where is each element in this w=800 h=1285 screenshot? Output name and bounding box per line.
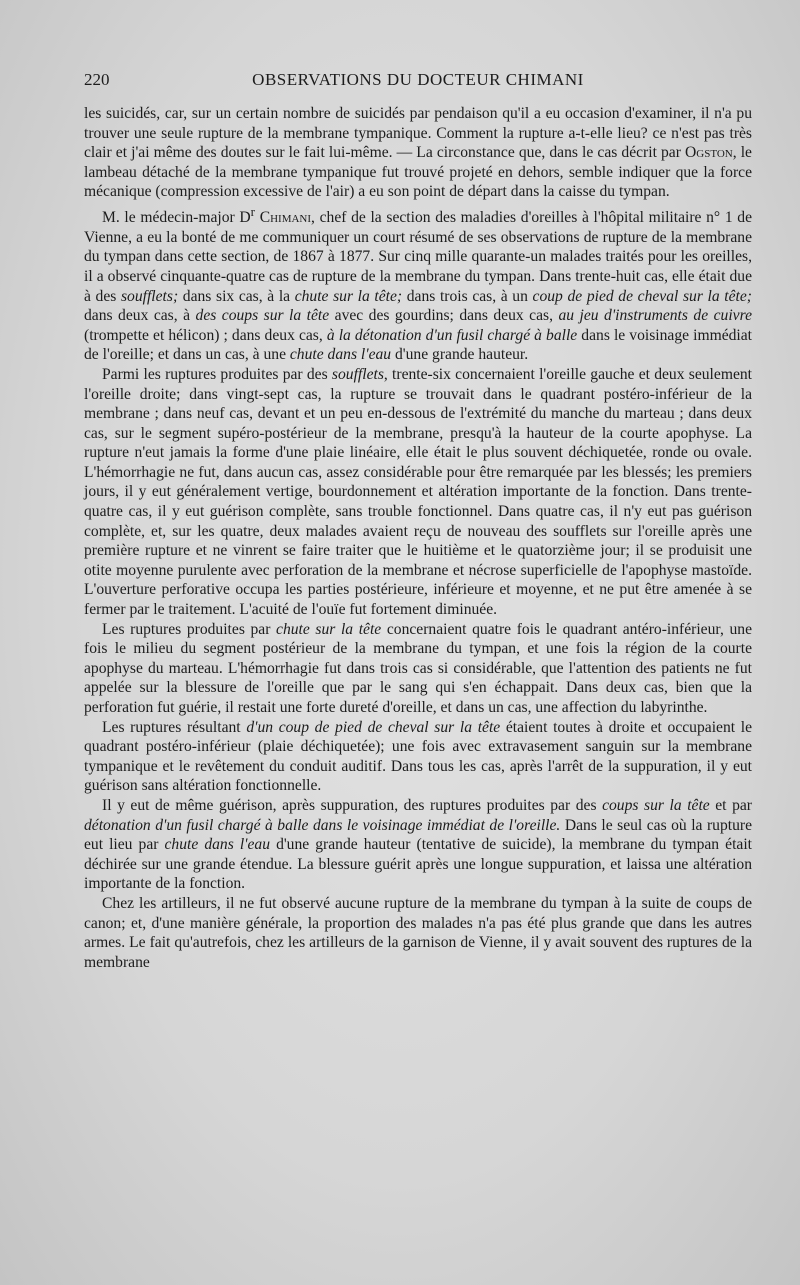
page-number: 220 — [84, 70, 110, 89]
text-run: Il y eut de même guérison, après suppuration, des ruptures produites par des — [102, 796, 603, 814]
text-run: d'une grande hauteur. — [391, 346, 529, 364]
text-run: Chez les artilleurs, il ne fut observé aucune rupture de la membrane du tympan à la suite de coups de canon; et, d'une manière générale, la proportion des malades n'a pas été plus grande que dans les autres armes. Le fait qu'autrefois, chez les artilleurs de la garnison de Vienne, il y avait souvent des ruptures de la membrane — [84, 894, 752, 971]
italic-run: des coups sur la tête — [195, 307, 330, 325]
paragraph-1 — [84, 104, 752, 202]
italic-run: d'un coup de pied de cheval sur la tête — [246, 718, 501, 736]
superscript: r — [250, 203, 256, 219]
text-run: Les ruptures résultant — [102, 718, 247, 736]
italic-run: chute dans l'eau — [164, 836, 271, 854]
author-name-chimani: Chimani — [259, 209, 312, 227]
text-run: étaient toutes à droite et occupaient le quadrant postéro-inférieur (plaie déchiquetée); une fois avec extravasement sanguin sur la membrane tympanique et le revêtement du conduit auditif. Dans tous les cas, après l'arrêt de la suppuration, il y eut guérison sans altération fonctionnelle. — [84, 718, 752, 795]
italic-run: détonation d'un fusil chargé à balle dans le voisinage immédiat de l'oreille. — [84, 816, 561, 834]
text-run: M. le médecin-major D — [102, 209, 251, 227]
paragraph-6 — [84, 796, 752, 894]
running-title: OBSERVATIONS DU DOCTEUR CHIMANI — [252, 70, 584, 89]
italic-run: chute sur la tête — [276, 620, 382, 638]
text-run: d'une grande hauteur (tentative de suicide), la membrane du tympan était déchirée sur une grande étendue. La blessure guérit après une longue suppuration, et laissa une altération importante de la fonction. — [84, 836, 752, 893]
paragraph-2 — [84, 202, 752, 365]
text-run: les suicidés, car, sur un certain nombre de suicidés par pendaison qu'il a eu occasion d'examiner, il n'a pu trouver une seule rupture de la membrane tympanique. Comment la rupture a-t-elle lieu? ce n'est pas très clair et j'ai même des doutes sur le fait lui-même. — La circonstance que, dans le cas décrit par — [84, 105, 752, 162]
text-run: , chef de la section des maladies d'oreilles à l'hôpital militaire n° 1 de Vienne, a eu la bonté de me communiquer un court résumé de ses observations de rupture de la membrane du tympan dans cette section, de 1867 à 1877. Sur cinq mille quarante-un malades traités pour les oreilles, il a observé cinquante-quatre cas de rupture de la membrane du tympan. Dans trente-huit cas, elle était due à des — [84, 209, 753, 305]
italic-run: au jeu d'instruments de cuivre — [558, 307, 752, 325]
paragraph-3 — [84, 365, 752, 620]
text-run: , trente-six concernaient l'oreille gauche et deux seulement l'oreille droite; dans vingt-sept cas, la rupture se trouvait dans le quadrant postéro-inférieur de la membrane ; dans neuf cas, devant et un peu en-dessous de l'extrémité du manche du marteau ; dans deux cas, sur le segment supéro-postérieur de la membrane, presqu'à la hauteur de la courte apophyse. La rupture n'eut jamais la forme d'une plaie linéaire, elle était le plus souvent déchiquetée, ronde ou ovale. L'hémorrhagie ne fut, dans aucun cas, assez considérable pour être remarquée par les blessés; les premiers jours, il y eut généralement vertige, bourdonnement et altération importante de la fonction. Dans trente-quatre cas, il y eut guérison complète, sans trouble fonctionnel. Dans quatre cas, il n'y eut pas guérison complète, et, sur les quatre, deux malades avaient reçu de nouveau des soufflets sur l'oreille après une première rupture et ne vinrent se faire traiter que le huitième et le quatorzième jour; il se produisit une otite moyenne purulente avec perforation de la membrane et nécrose superficielle de l'apophyse mastoïde. L'ouverture perforative occupa les parties postérieure, inférieure et moyenne, et ne put être amenée à se fermer par le traitement. L'acuité de l'ouïe fut fortement diminuée. — [84, 365, 752, 619]
italic-run: chute sur la tête; — [294, 287, 403, 305]
paragraph-4 — [84, 620, 752, 718]
italic-run: chute dans l'eau — [289, 346, 392, 364]
text-run: dans trois cas, à un — [402, 287, 533, 305]
italic-run: coup de pied de cheval sur la tête; — [532, 287, 752, 305]
text-run: dans le voisinage immédiat de l'oreille; et dans un cas, à une — [84, 326, 753, 364]
paragraph-7 — [84, 894, 752, 972]
paragraph-5 — [84, 718, 752, 796]
page-body — [84, 104, 752, 972]
text-run: Les ruptures produites par — [102, 620, 277, 638]
italic-run: coups sur la tête — [602, 796, 710, 814]
author-name-ogston: Ogston — [685, 144, 733, 162]
italic-run: à la détonation d'un fusil chargé à balle — [326, 326, 578, 344]
text-run: avec des gourdins; dans deux cas, — [329, 307, 559, 325]
text-run: , le lambeau détaché de la membrane tympanique fut trouvé projeté en dehors, semble indiquer que la force mécanique (compression excessive de l'air) a eu son point de départ dans la caisse du tympan. — [84, 144, 752, 201]
text-run: concernaient quatre fois le quadrant antéro-inférieur, une fois le milieu du segment postérieur de la membrane du tympan, et une fois la région de la courte apophyse du marteau. L'hémorrhagie fut dans trois cas si considérable, que l'attention des patients ne fut appelée sur la blessure de l'oreille que par le sang qui s'en échappait. Dans deux cas, bien que la perforation fut guérie, il restait une forte dureté d'oreille, et dans un cas, une affection du labyrinthe. — [84, 620, 752, 716]
text-run: dans deux cas, à — [84, 307, 196, 325]
italic-run: soufflets; — [120, 287, 179, 305]
text-run: (trompette et hélicon) ; dans deux cas, — [84, 326, 327, 344]
text-run: Dans le seul cas où la rupture eut lieu par — [84, 816, 753, 854]
page-header — [84, 70, 752, 94]
italic-run: soufflets — [331, 365, 384, 383]
text-run: dans six cas, à la — [178, 287, 295, 305]
text-run: et par — [709, 796, 752, 814]
text-run: Parmi les ruptures produites par des — [102, 365, 332, 383]
